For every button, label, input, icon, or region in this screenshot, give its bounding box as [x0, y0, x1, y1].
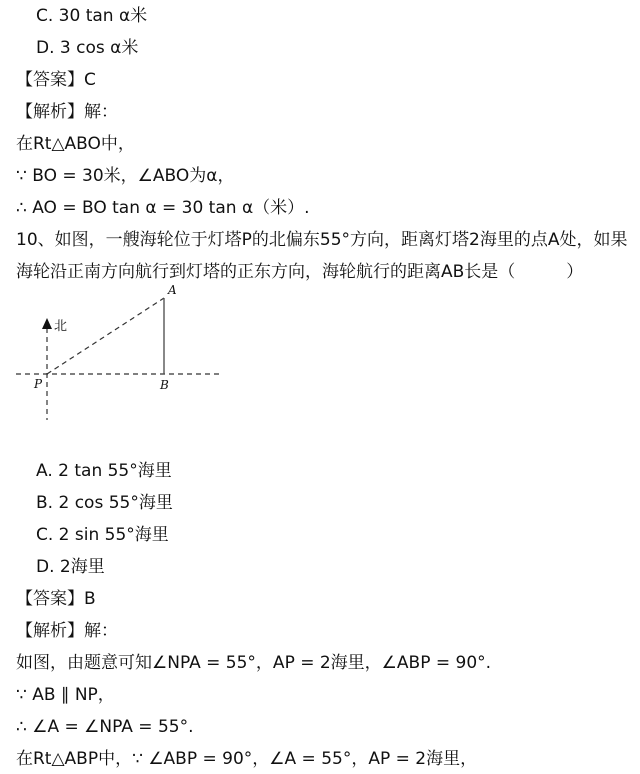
- point-a-label: A: [168, 283, 177, 297]
- analysis-line: ∵ AB ∥ NP，: [16, 685, 115, 705]
- answer-label: 【答案】B: [16, 589, 96, 609]
- question-stem: 10、如图，一艘海轮位于灯塔P的北偏东55°方向，距离灯塔2海里的点A处，如果: [16, 230, 628, 250]
- segment-pa: [47, 298, 164, 374]
- analysis-line: 在Rt△ABO中，: [16, 134, 135, 154]
- question-stem: 海轮沿正南方向航行到灯塔的正东方向，海轮航行的距离AB长是（ ）: [16, 262, 584, 282]
- analysis-line: 在Rt△ABP中，∵ ∠ABP = 90°，∠A = 55°，AP = 2海里，: [16, 749, 478, 769]
- option-a: A. 2 tan 55°海里: [36, 461, 172, 481]
- option-c: C. 2 sin 55°海里: [36, 525, 169, 545]
- option-b: B. 2 cos 55°海里: [36, 493, 173, 513]
- answer-label: 【答案】C: [16, 70, 96, 90]
- analysis-line: ∵ BO = 30米，∠ABO为α，: [16, 166, 235, 186]
- analysis-label: 【解析】解：: [16, 102, 118, 122]
- analysis-line: ∴ AO = BO tan α = 30 tan α（米）.: [16, 198, 310, 218]
- point-p-label: P: [34, 377, 43, 391]
- option-d: D. 3 cos α米: [36, 38, 139, 58]
- north-arrow-icon: [42, 318, 52, 329]
- option-d: D. 2海里: [36, 557, 105, 577]
- analysis-line: ∴ ∠A = ∠NPA = 55°.: [16, 717, 194, 737]
- point-b-label: B: [160, 378, 169, 392]
- option-c: C. 30 tan α米: [36, 6, 148, 26]
- analysis-line: 如图，由题意可知∠NPA = 55°，AP = 2海里，∠ABP = 90°.: [16, 653, 492, 673]
- analysis-label: 【解析】解：: [16, 621, 118, 641]
- lighthouse-figure: [14, 280, 224, 425]
- north-label: 北: [54, 319, 68, 334]
